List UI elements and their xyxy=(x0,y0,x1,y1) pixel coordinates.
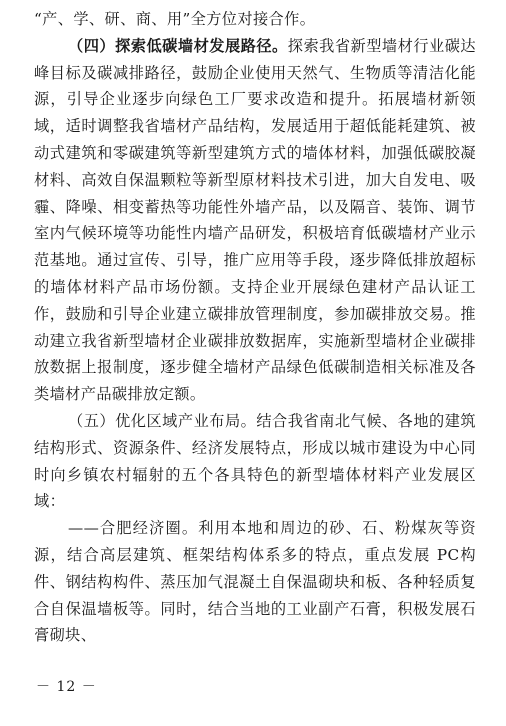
paragraph-3 xyxy=(34,408,476,515)
paragraph-1 xyxy=(34,6,476,33)
paragraph-1-text: “产、学、研、商、用”全方位对接合作。 xyxy=(34,10,316,28)
paragraph-2 xyxy=(34,33,476,408)
paragraph-4-text: ——合肥经济圈。利用本地和周边的砂、石、粉煤灰等资源，结合高层建筑、框架结构体系多的特点，重点发展 PC构件、钢结构构件、蒸压加气混凝土自保温砌块和板、各种轻质复合自保温墙板等。同时，结合当地的工业副产石膏，积极发展石膏砌块、 xyxy=(34,519,476,645)
section-heading-4: （四）探索低碳墙材发展路径。 xyxy=(68,36,288,55)
paragraph-4 xyxy=(34,515,476,649)
paragraph-2-text: 探索我省新型墙材行业碳达峰目标及碳减排路径，鼓励企业使用天然气、生物质等清洁化能源，引导企业逐步向绿色工厂要求改造和提升。拓展墙材新领域，适时调整我省墙材产品结构，发展适用于超低能耗建筑、被动式建筑和零碳建筑等新型建筑方式的墙体材料，加强低碳胶凝材料、高效自保温颗粒等新型原材料技术引进，加大自发电、吸霾、降噪、相变蓄热等功能性外墙产品，以及隔音、装饰、调节室内气候环境等功能性内墙产品研发，积极培育低碳墙材产业示范基地。通过宣传、引导，推广应用等手段，逐步降低排放超标的墙体材料产品市场份额。支持企业开展绿色建材产品认证工作，鼓励和引导企业建立碳排放管理制度，参加碳排放交易。推动建立我省新型墙材企业碳排放数据库，实施新型墙材企业碳排放数据上报制度，逐步健全墙材产品绿色低碳制造相关标准及各类墙材产品碳排放定额。 xyxy=(34,36,476,404)
body-text xyxy=(34,6,476,649)
page-number: － 12 － xyxy=(36,679,97,695)
paragraph-3-text: 结合我省南北气候、各地的建筑结构形式、资源条件、经济发展特点，形成以城市建设为中心同时向乡镇农村辐射的五个各具特色的新型墙体材料产业发展区域： xyxy=(34,411,476,511)
section-heading-5: （五）优化区域产业布局。 xyxy=(68,411,257,430)
